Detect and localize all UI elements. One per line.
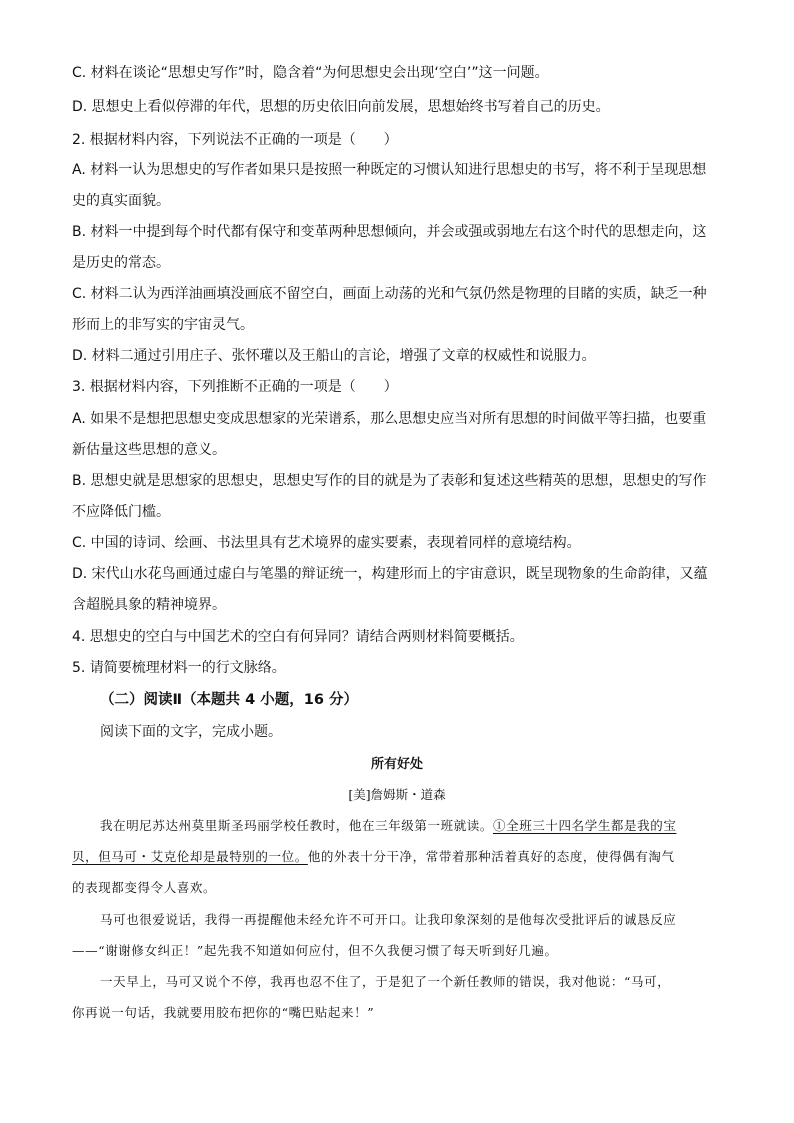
option-c-q1: C. 材料在谈论“思想史写作”时，隐含着“为何思想史会出现‘空白’”这一问题。: [72, 65, 549, 81]
story-title: 所有好处: [370, 757, 423, 772]
question-2: 2. 根据材料内容，下列说法不正确的一项是（ ）: [72, 132, 398, 148]
option-a-q3-line2: 新估量这些思想的意义。: [72, 442, 226, 458]
question-3: 3. 根据材料内容，下列推断不正确的一项是（ ）: [72, 379, 398, 395]
option-d-q3-line2: 含超脱具象的精神境界。: [72, 597, 226, 613]
story-paragraph-1-line1: [100, 810, 750, 841]
story-paragraph-3-line2: 你再说一句话，我就要用胶布把你的“嘴巴贴起来！”: [72, 1005, 375, 1020]
story-paragraph-2-line2: ——“谢谢修女纠正！”起先我不知道如何应付，但不久我便习惯了每天听到好几遍。: [72, 943, 558, 958]
story-text: 他的外表十分干净，常带着那种活着真好的态度，使得偶有淘气: [307, 849, 675, 864]
option-b-q3-line2: 不应降低门槛。: [72, 504, 170, 520]
option-c-q2-line2: 形而上的非写实的宇宙灵气。: [72, 317, 254, 333]
question-5: 5. 请简要梳理材料一的行文脉络。: [72, 660, 286, 676]
option-a-q2-line1: A. 材料一认为思想史的写作者如果只是按照一种既定的习惯认知进行思想史的书写，将不利于呈现思想: [72, 162, 707, 178]
option-b-q2-line1: B. 材料一中提到每个时代都有保守和变革两种思想倾向，并会或强或弱地左右这个时代的思想走向，这: [72, 224, 707, 240]
underlined-text: ①全班三十四名学生都是我的宝: [493, 818, 677, 833]
underlined-text: 贝，但马可・艾克伦却是最特别的一位。: [72, 849, 308, 864]
section-heading: （二）阅读Ⅱ（本题共 4 小题，16 分）: [100, 692, 358, 708]
story-paragraph-1-line2: [72, 841, 722, 872]
story-text: 我在明尼苏达州莫里斯圣玛丽学校任教时，他在三年级第一班就读。: [100, 818, 494, 833]
option-d-q3-line1: D. 宋代山水花鸟画通过虚白与笔墨的辩证统一，构建形而上的宇宙意识，既呈现物象的生命韵律，又蕴: [72, 566, 708, 582]
story-paragraph-1-line3: 的表现都变得令人喜欢。: [72, 880, 217, 895]
option-c-q3: C. 中国的诗词、绘画、书法里具有艺术境界的虚实要素，表现着同样的意境结构。: [72, 535, 581, 551]
option-a-q3-line1: A. 如果不是想把思想史变成思想家的光荣谱系，那么思想史应当对所有思想的时间做平等扫描，也要重: [72, 411, 707, 427]
option-b-q2-line2: 是历史的常态。: [72, 255, 170, 271]
option-d-q1: D. 思想史上看似停滞的年代，思想的历史依旧向前发展，思想始终书写着自己的历史。: [72, 99, 610, 115]
story-paragraph-3-line1: 一天早上，马可又说个不停，我再也忍不住了，于是犯了一个新任教师的错误，我对他说：“马可，: [100, 974, 671, 989]
question-4: 4. 思想史的空白与中国艺术的空白有何异同？请结合两则材料简要概括。: [72, 629, 524, 645]
option-b-q3-line1: B. 思想史就是思想家的思想史，思想史写作的目的就是为了表彰和复述这些精英的思想，思想史的写作: [72, 473, 707, 489]
story-author: [美]詹姆斯・道森: [348, 787, 446, 802]
story-paragraph-2-line1: 马可也很爱说话，我得一再提醒他未经允许不可开口。让我印象深刻的是他每次受批评后的诚恳反应: [100, 912, 677, 927]
option-a-q2-line2: 史的真实面貌。: [72, 193, 170, 209]
instruction: 阅读下面的文字，完成小题。: [100, 724, 282, 740]
option-c-q2-line1: C. 材料二认为西洋油画填没画底不留空白，画面上动荡的光和气氛仍然是物理的目睹的实质，缺乏一种: [72, 286, 707, 302]
option-d-q2: D. 材料二通过引用庄子、张怀瓘以及王船山的言论，增强了文章的权威性和说服力。: [72, 348, 596, 364]
